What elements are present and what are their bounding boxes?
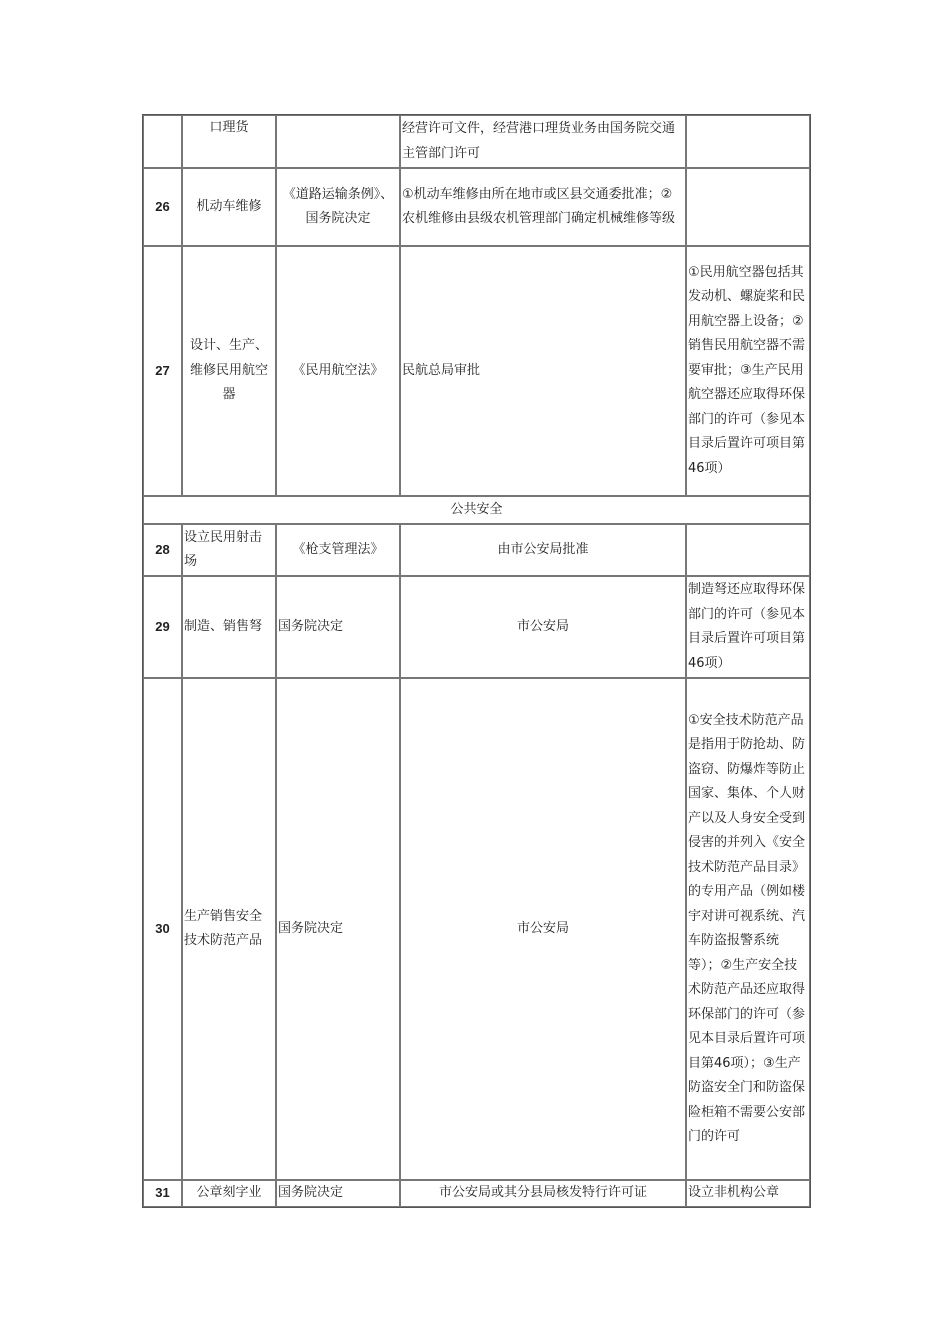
table-row <box>143 246 810 496</box>
item-name: 机动车维修 <box>182 168 276 246</box>
approval-authority: 由市公安局批准 <box>400 524 686 576</box>
legal-basis: 国务院决定 <box>276 678 400 1180</box>
row-number: 31 <box>143 1180 182 1207</box>
row-number: 28 <box>143 524 182 576</box>
remarks: 制造弩还应取得环保部门的许可（参见本目录后置许可项目第46项） <box>686 576 810 678</box>
table-row <box>143 524 810 576</box>
item-name: 设计、生产、维修民用航空器 <box>182 246 276 496</box>
legal-basis: 《枪支管理法》 <box>276 524 400 576</box>
remarks <box>686 168 810 246</box>
table-row <box>143 576 810 678</box>
legal-basis <box>276 115 400 168</box>
table-row <box>143 678 810 1180</box>
table-row <box>143 1180 810 1207</box>
row-number: 29 <box>143 576 182 678</box>
approval-authority: 民航总局审批 <box>400 246 686 496</box>
row-number: 27 <box>143 246 182 496</box>
section-title: 公共安全 <box>143 496 810 524</box>
legal-basis: 国务院决定 <box>276 1180 400 1207</box>
legal-basis: 《民用航空法》 <box>276 246 400 496</box>
remarks: ①民用航空器包括其发动机、螺旋桨和民用航空器上设备；②销售民用航空器不需要审批；③生产民用航空器还应取得环保部门的许可（参见本目录后置许可项目第46项） <box>686 246 810 496</box>
approval-authority: 市公安局或其分县局核发特行许可证 <box>400 1180 686 1207</box>
permits-table <box>142 114 811 1208</box>
remarks <box>686 115 810 168</box>
remarks: ①安全技术防范产品是指用于防抢劫、防盗窃、防爆炸等防止国家、集体、个人财产以及人身安全受到侵害的并列入《安全技术防范产品目录》的专用产品（例如楼宇对讲可视系统、汽车防盗报警系统等）；②生产安全技术防范产品还应取得环保部门的许可（参见本目录后置许可项目第46项）；③生产防盗安全门和防盗保险柜箱不需要公安部门的许可 <box>686 678 810 1180</box>
approval-authority: 市公安局 <box>400 678 686 1180</box>
row-number: 30 <box>143 678 182 1180</box>
approval-authority: 市公安局 <box>400 576 686 678</box>
remarks <box>686 524 810 576</box>
item-name: 口理货 <box>182 115 276 168</box>
remarks: 设立非机构公章 <box>686 1180 810 1207</box>
approval-authority: 经营许可文件，经营港口理货业务由国务院交通主管部门许可 <box>400 115 686 168</box>
item-name: 制造、销售弩 <box>182 576 276 678</box>
item-name: 设立民用射击场 <box>182 524 276 576</box>
legal-basis: 《道路运输条例》、国务院决定 <box>276 168 400 246</box>
item-name: 生产销售安全技术防范产品 <box>182 678 276 1180</box>
section-header-row <box>143 496 810 524</box>
row-number: 26 <box>143 168 182 246</box>
table-row <box>143 115 810 168</box>
item-name: 公章刻字业 <box>182 1180 276 1207</box>
approval-authority: ①机动车维修由所在地市或区县交通委批准；②农机维修由县级农机管理部门确定机械维修等级 <box>400 168 686 246</box>
legal-basis: 国务院决定 <box>276 576 400 678</box>
row-number <box>143 115 182 168</box>
table-row <box>143 168 810 246</box>
